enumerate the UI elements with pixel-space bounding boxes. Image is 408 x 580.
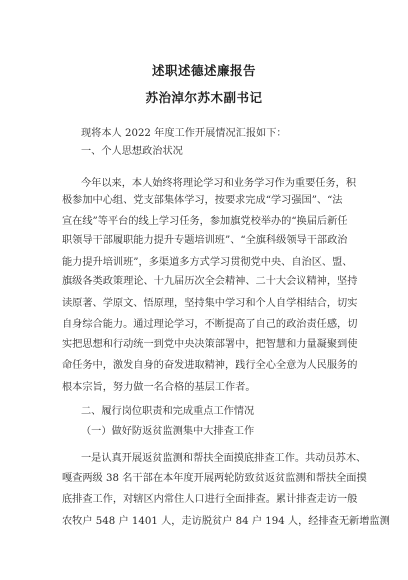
section1-line: 实把思想和行动统一到党中央决策部署中，把智慧和力量凝聚到使 — [62, 339, 358, 350]
document-subtitle: 苏治淖尔苏木副书记 — [145, 90, 263, 105]
subsection1-heading: （一）做好防返贫监测集中大排查工作 — [81, 426, 255, 437]
section1-line: 旗级各类政策理论、十九届历次全会精神、二十大会议精神，坚持 — [62, 276, 358, 287]
document-title: 述职述德述廉报告 — [151, 63, 256, 78]
section1-line: 根本宗旨，努力做一名合格的基层工作者。 — [62, 382, 256, 393]
section1-line: 职领导干部履职能力提升专题培训班”、“全旗科级领导干部政治 — [62, 235, 348, 246]
subsection1-line: 底排查工作，对辖区内常住人口进行全面排查。累计排查走访一般 — [62, 494, 358, 505]
subsection1-line: 嘎查两级 38 名干部在本年度开展两轮防致贫返贫监测和帮扶全面摸 — [62, 473, 367, 484]
section1-line: 能力提升培训班”，多渠道多方式学习贯彻党中央、自治区、盟、 — [62, 257, 353, 268]
section1-line: 极参加中心组、党支部集体学习，按要求完成“学习强国”、“法 — [62, 195, 343, 206]
section1-line: 今年以来，本人始终将理论学习和业务学习作为重要任务，积 — [81, 178, 357, 189]
section1-line: 宣在线”等平台的线上学习任务，参加旗党校举办的“换届后新任 — [62, 216, 348, 227]
subsection1-line: 一是认真开展返贫监测和帮扶全面摸底排查工作。共动员苏木、 — [81, 453, 367, 464]
intro-paragraph: 现将本人 2022 年度工作开展情况汇报如下： — [81, 128, 287, 139]
section2-heading: 二、履行岗位职责和完成重点工作情况 — [81, 406, 255, 417]
section1-line: 自身综合能力。通过理论学习，不断提高了自己的政治责任感，切 — [62, 319, 358, 330]
subsection1-line: 农牧户 548 户 1401 人，走访脱贫户 84 户 194 人，经排查无新增监测 — [62, 516, 390, 527]
section1-line: 读原著、学原文、悟原理，坚持集中学习和个人自学相结合，切实 — [62, 298, 358, 309]
section1-line: 命任务中，激发自身的奋发进取精神，践行全心全意为人民服务的 — [62, 360, 358, 371]
section1-heading: 一、个人思想政治状况 — [81, 146, 183, 157]
